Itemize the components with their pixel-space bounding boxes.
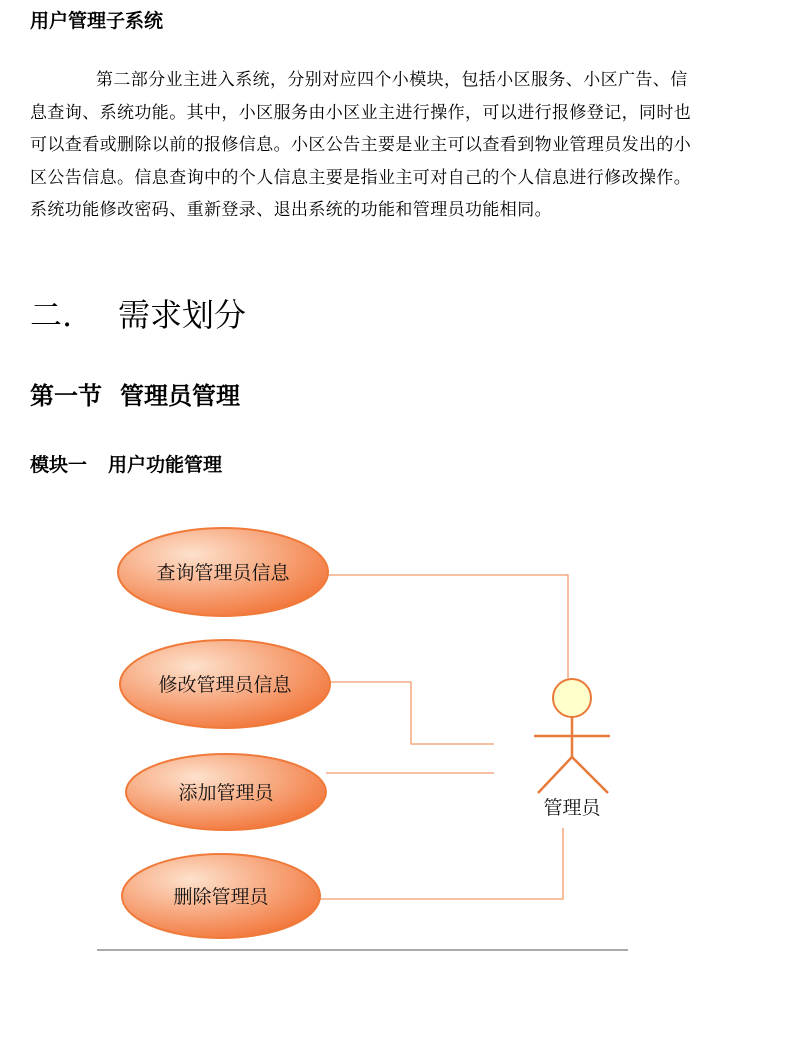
section-title: 用户管理子系统 (30, 10, 164, 32)
heading-2-number: 第一节 (30, 381, 102, 410)
body-paragraph: 第二部分业主进入系统，分别对应四个小模块，包括小区服务、小区广告、信息查询、系统功能。其中，小区服务由小区业主进行操作，可以进行报修登记，同时也可以查看或删除以前的报修信息。小区公告主要是业主可以查看到物业管理员发出的小区公告信息。信息查询中的个人信息主要是指业主可对自己的个人信息进行修改操作。系统功能修改密码、重新登录、退出系统的功能和管理员功能相同。 (30, 70, 692, 220)
use-case-query (118, 528, 328, 616)
use-case-label: 添加管理员 (178, 782, 274, 804)
actor-body-icon (534, 717, 610, 793)
use-case-delete (122, 854, 320, 938)
connector-query (328, 575, 568, 678)
heading-1-title: 需求划分 (118, 296, 247, 334)
use-case-label: 查询管理员信息 (156, 562, 290, 584)
use-case-label: 修改管理员信息 (158, 674, 292, 696)
heading-1-number: 二. (30, 296, 73, 334)
heading-3-number: 模块一 (30, 454, 88, 476)
heading-2-title: 管理员管理 (120, 381, 240, 410)
use-case-add (126, 754, 326, 830)
heading-3-title: 用户功能管理 (108, 454, 223, 476)
actor-head-icon (553, 679, 591, 717)
connector-modify (330, 682, 494, 744)
connector-delete (320, 828, 563, 899)
actor-admin (534, 679, 610, 819)
use-case-label: 删除管理员 (173, 886, 269, 908)
use-case-modify (120, 640, 330, 728)
connectors (320, 575, 568, 899)
actor-label: 管理员 (543, 797, 601, 819)
